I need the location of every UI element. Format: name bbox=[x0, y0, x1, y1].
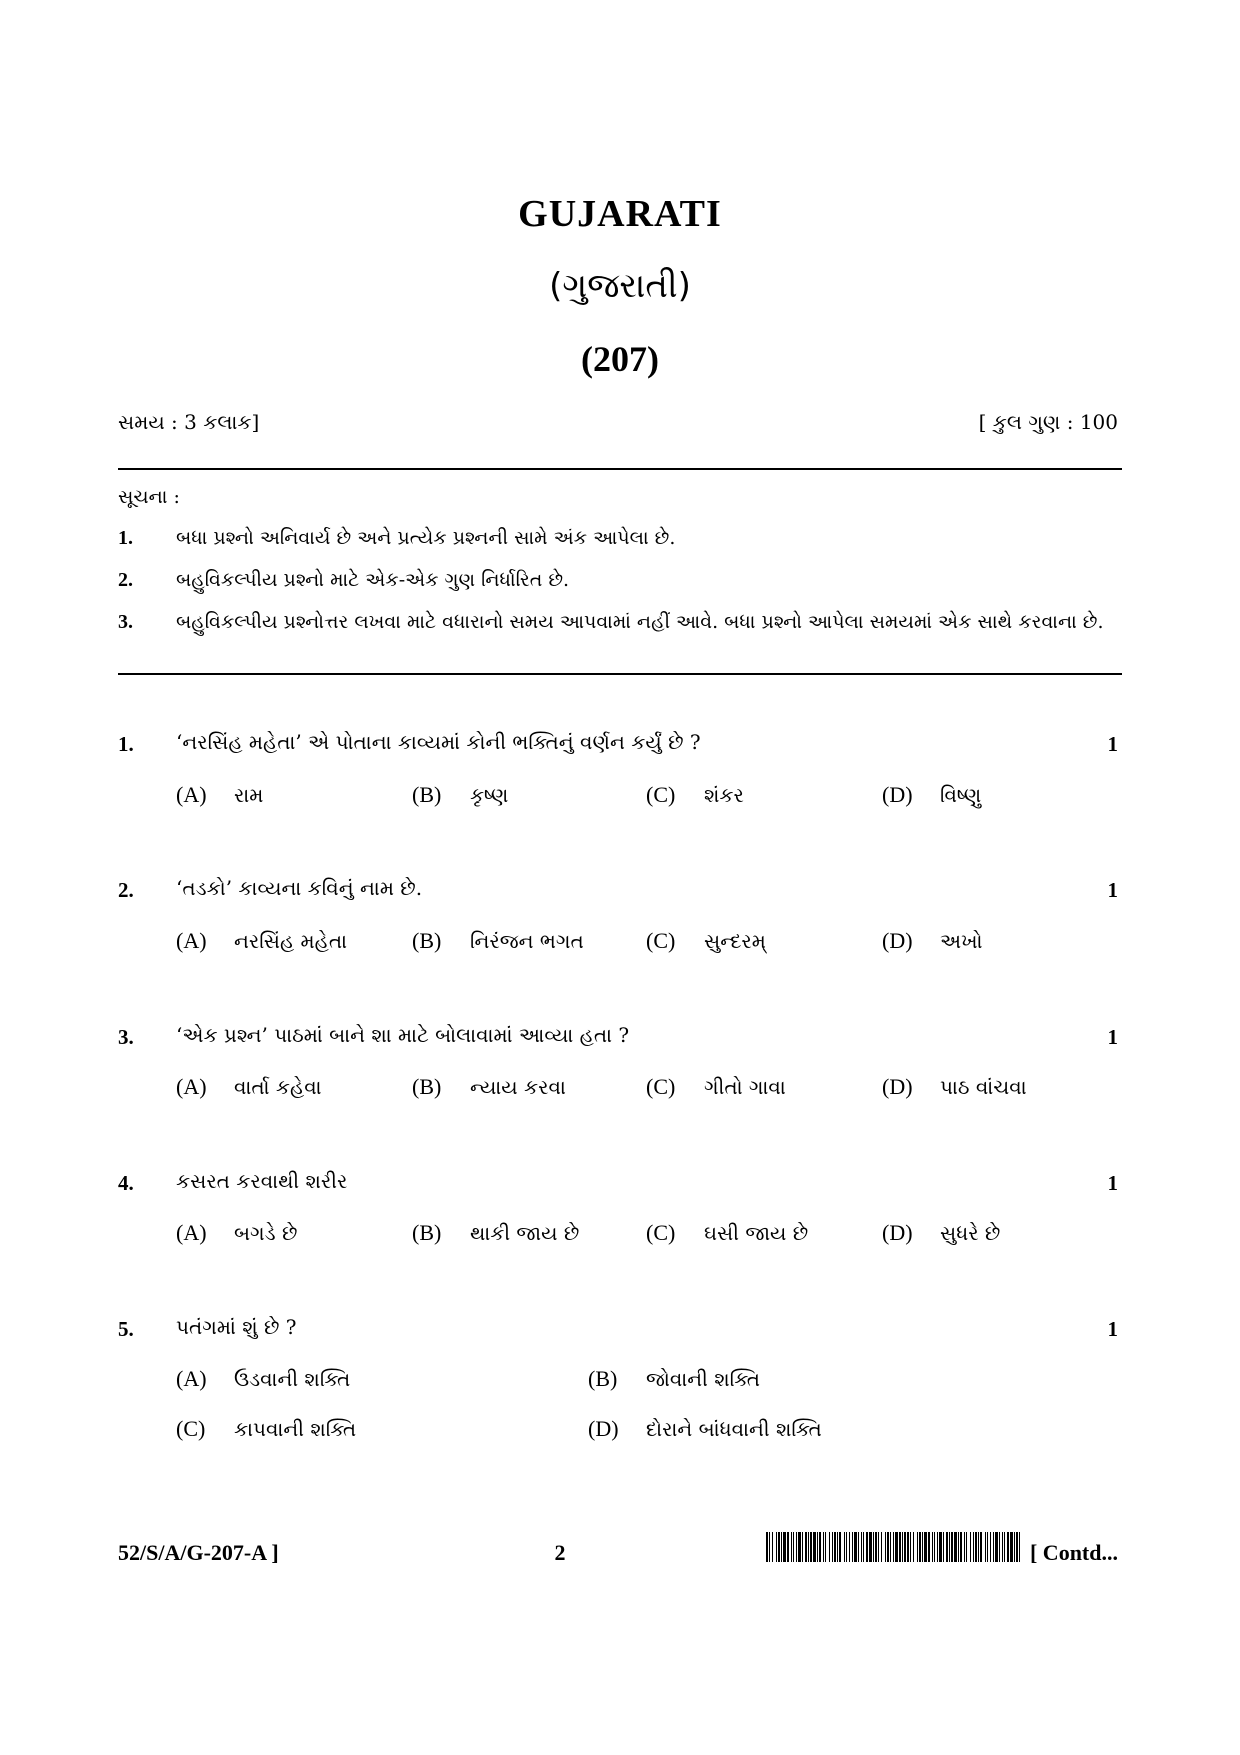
barcode-bar bbox=[946, 1532, 948, 1562]
paper-title: GUJARATI bbox=[518, 193, 722, 235]
option-d bbox=[882, 782, 981, 808]
option-letter: (B) bbox=[588, 1366, 618, 1391]
barcode-bar bbox=[1019, 1532, 1020, 1562]
question-number: 5. bbox=[118, 1317, 134, 1341]
barcode-bar bbox=[776, 1532, 777, 1562]
option-text: ગીતો ગાવા bbox=[704, 1075, 786, 1099]
option-letter: (C) bbox=[646, 782, 676, 807]
barcode-bar bbox=[796, 1532, 797, 1562]
barcode-bar bbox=[852, 1532, 853, 1562]
option-text: જોવાની શક્તિ bbox=[646, 1367, 761, 1391]
question-number: 2. bbox=[118, 878, 134, 902]
instruction-text: બહુવિકલ્પીય પ્રશ્નો માટે એક-એક ગુણ નિર્ધારિત છે. bbox=[176, 569, 570, 591]
option-letter: (D) bbox=[882, 782, 913, 807]
option-letter: (B) bbox=[412, 1074, 442, 1099]
barcode-bar bbox=[985, 1532, 986, 1562]
instructions-heading: સૂચના : bbox=[118, 486, 180, 508]
option-letter: (C) bbox=[646, 1220, 676, 1245]
question-marks: 1 bbox=[1107, 1025, 1118, 1049]
barcode-bar bbox=[846, 1532, 847, 1562]
barcode-bar bbox=[778, 1532, 780, 1562]
barcode-bar bbox=[939, 1532, 942, 1562]
barcode-bar bbox=[954, 1532, 957, 1562]
time-allowed: સમય : 3 કલાક] bbox=[118, 410, 260, 434]
option-text: સુન્દરમ્ bbox=[704, 929, 766, 953]
option-letter: (C) bbox=[646, 1074, 676, 1099]
barcode-bar bbox=[895, 1532, 898, 1562]
barcode-bar bbox=[1010, 1532, 1013, 1562]
barcode-bar bbox=[766, 1532, 768, 1562]
question-marks: 1 bbox=[1107, 1317, 1118, 1341]
barcode-bar bbox=[869, 1532, 872, 1562]
barcode-bar bbox=[932, 1532, 933, 1562]
instruction-text: બહુવિકલ્પીય પ્રશ્નોત્તર લખવા માટે વધારાનો સમય આપવામાં નહીં આવે. બધા પ્રશ્નો આપેલા સમયમાં એક સાથે કરવાના છે. bbox=[176, 611, 1104, 633]
option-text: નરસિંહ મહેતા bbox=[234, 929, 348, 953]
option-text: શંકર bbox=[704, 783, 744, 807]
option-c bbox=[646, 928, 766, 954]
option-text: ઉડવાની શક્તિ bbox=[234, 1367, 351, 1391]
option-text: સુધરે છે bbox=[940, 1221, 1001, 1245]
option-c bbox=[646, 1220, 808, 1246]
option-text: કાપવાની શક્તિ bbox=[234, 1417, 357, 1441]
barcode-bar bbox=[875, 1532, 877, 1562]
barcode-bar bbox=[913, 1532, 914, 1562]
instruction-number: 3. bbox=[118, 611, 133, 633]
barcode-bar bbox=[917, 1532, 918, 1562]
barcode-bar bbox=[858, 1532, 859, 1562]
barcode-bar bbox=[964, 1532, 965, 1562]
barcode-bar bbox=[902, 1532, 903, 1562]
option-text: બગડે છે bbox=[234, 1221, 298, 1245]
option-c bbox=[646, 1074, 786, 1100]
option-text: રામ bbox=[234, 783, 264, 807]
barcode-bar bbox=[787, 1532, 789, 1562]
option-letter: (B) bbox=[412, 928, 442, 953]
barcode-bar bbox=[839, 1532, 841, 1562]
option-b bbox=[412, 1074, 566, 1100]
instruction-number: 2. bbox=[118, 569, 133, 591]
barcode-bar bbox=[772, 1532, 773, 1562]
barcode-bar bbox=[907, 1532, 909, 1562]
option-letter: (D) bbox=[882, 1074, 913, 1099]
barcode-bar bbox=[1014, 1532, 1015, 1562]
barcode-bar bbox=[937, 1532, 938, 1562]
barcode-bar bbox=[829, 1532, 830, 1562]
barcode-bar bbox=[978, 1532, 979, 1562]
option-a bbox=[176, 1074, 322, 1100]
barcode-bar bbox=[832, 1532, 833, 1562]
question-number: 4. bbox=[118, 1171, 134, 1195]
barcode-bar bbox=[823, 1532, 824, 1562]
option-text: અખો bbox=[940, 929, 983, 953]
barcode-bar bbox=[873, 1532, 874, 1562]
barcode-bar bbox=[934, 1532, 935, 1562]
barcode-bar bbox=[878, 1532, 879, 1562]
option-letter: (B) bbox=[412, 782, 442, 807]
barcode-bar bbox=[919, 1532, 921, 1562]
barcode-bar bbox=[885, 1532, 886, 1562]
question-number: 3. bbox=[118, 1025, 134, 1049]
question-marks: 1 bbox=[1107, 878, 1118, 902]
barcode-bar bbox=[817, 1532, 818, 1562]
barcode-bar bbox=[813, 1532, 816, 1562]
barcode-bar bbox=[783, 1532, 786, 1562]
barcode-bar bbox=[819, 1532, 821, 1562]
option-letter: (D) bbox=[882, 928, 913, 953]
barcode-bar bbox=[849, 1532, 850, 1562]
barcode-bar bbox=[993, 1532, 994, 1562]
barcode-bar bbox=[960, 1532, 962, 1562]
barcode-bar bbox=[890, 1532, 891, 1562]
question-marks: 1 bbox=[1107, 1171, 1118, 1195]
barcode-bar bbox=[781, 1532, 782, 1562]
option-letter: (B) bbox=[412, 1220, 442, 1245]
barcode-bar bbox=[791, 1532, 792, 1562]
barcode-bar bbox=[769, 1532, 770, 1562]
barcode-bar bbox=[893, 1532, 894, 1562]
barcode-bar bbox=[866, 1532, 868, 1562]
option-b bbox=[412, 782, 508, 808]
option-a bbox=[176, 1220, 297, 1246]
option-c bbox=[646, 782, 744, 808]
barcode-bar bbox=[887, 1532, 889, 1562]
barcode-bar bbox=[904, 1532, 906, 1562]
barcode-bar bbox=[844, 1532, 845, 1562]
barcode-bar bbox=[966, 1532, 967, 1562]
divider-top bbox=[118, 468, 1122, 470]
barcode-bar bbox=[975, 1532, 977, 1562]
option-d bbox=[882, 1074, 1027, 1100]
option-text: કૃષ્ણ bbox=[470, 783, 509, 807]
barcode-bar bbox=[1002, 1532, 1003, 1562]
barcode-bar bbox=[928, 1532, 930, 1562]
question-text: પતંગમાં શું છે ? bbox=[176, 1315, 297, 1339]
barcode-bar bbox=[949, 1532, 950, 1562]
barcode-bar bbox=[1004, 1532, 1005, 1562]
barcode-bar bbox=[910, 1532, 911, 1562]
option-letter: (A) bbox=[176, 1220, 207, 1245]
option-d bbox=[882, 1220, 1000, 1246]
barcode-bar bbox=[951, 1532, 953, 1562]
option-a bbox=[176, 1366, 350, 1392]
barcode-bar bbox=[924, 1532, 927, 1562]
barcode-bar bbox=[837, 1532, 838, 1562]
instruction-text: બધા પ્રશ્નો અનિવાર્ય છે અને પ્રત્યેક પ્રશ્નની સામે અંક આપેલા છે. bbox=[176, 527, 676, 549]
option-b bbox=[412, 1220, 579, 1246]
option-letter: (A) bbox=[176, 1074, 207, 1099]
paper-code: 52/S/A/G-207-A ] bbox=[118, 1540, 279, 1565]
question-text: ‘નરસિંહ મહેતા’ એ પોતાના કાવ્યમાં કોની ભક્તિનું વર્ણન કર્યું છે ? bbox=[176, 730, 701, 754]
option-letter: (D) bbox=[588, 1416, 619, 1441]
option-d bbox=[588, 1416, 822, 1442]
option-b bbox=[412, 928, 584, 954]
barcode-bar bbox=[980, 1532, 982, 1562]
barcode-bar bbox=[810, 1532, 812, 1562]
question-marks: 1 bbox=[1107, 732, 1118, 756]
barcode-bar bbox=[825, 1532, 826, 1562]
total-marks: [ કુલ ગુણ : 100 bbox=[978, 410, 1118, 434]
option-text: વાર્તા કહેવા bbox=[234, 1075, 322, 1099]
barcode-bar bbox=[861, 1532, 862, 1562]
divider-bottom bbox=[118, 673, 1122, 675]
option-text: ન્યાય કરવા bbox=[470, 1075, 566, 1099]
barcode-bar bbox=[970, 1532, 971, 1562]
barcode-bar bbox=[793, 1532, 794, 1562]
instruction-number: 1. bbox=[118, 527, 133, 549]
option-a bbox=[176, 782, 263, 808]
option-letter: (C) bbox=[646, 928, 676, 953]
option-letter: (A) bbox=[176, 1366, 207, 1391]
option-c bbox=[176, 1416, 356, 1442]
option-letter: (D) bbox=[882, 1220, 913, 1245]
page-number: 2 bbox=[554, 1540, 566, 1565]
barcode-bar bbox=[805, 1532, 807, 1562]
barcode-bar bbox=[922, 1532, 923, 1562]
barcode bbox=[766, 1532, 1022, 1562]
barcode-bar bbox=[881, 1532, 882, 1562]
barcode-bar bbox=[798, 1532, 801, 1562]
paper-subtitle: (ગુજરાતી) bbox=[549, 266, 691, 306]
barcode-bar bbox=[999, 1532, 1000, 1562]
question-number: 1. bbox=[118, 732, 134, 756]
option-text: દોરાને બાંધવાની શક્તિ bbox=[646, 1417, 822, 1441]
option-text: વિષ્ણુ bbox=[940, 783, 982, 807]
option-text: ઘસી જાય છે bbox=[704, 1221, 809, 1245]
barcode-bar bbox=[863, 1532, 864, 1562]
option-d bbox=[882, 928, 983, 954]
option-a bbox=[176, 928, 347, 954]
subject-code: (207) bbox=[581, 339, 659, 379]
barcode-bar bbox=[802, 1532, 803, 1562]
barcode-bar bbox=[1016, 1532, 1018, 1562]
barcode-bar bbox=[1007, 1532, 1009, 1562]
option-letter: (A) bbox=[176, 782, 207, 807]
barcode-bar bbox=[987, 1532, 988, 1562]
barcode-bar bbox=[808, 1532, 809, 1562]
question-text: ‘તડકો’ કાવ્યના કવિનું નામ છે. bbox=[176, 876, 423, 900]
barcode-bar bbox=[899, 1532, 901, 1562]
question-text: કસરત કરવાથી શરીર bbox=[176, 1169, 348, 1193]
option-b bbox=[588, 1366, 760, 1392]
option-letter: (C) bbox=[176, 1416, 206, 1441]
option-letter: (A) bbox=[176, 928, 207, 953]
option-text: થાકી જાય છે bbox=[470, 1221, 580, 1245]
barcode-bar bbox=[834, 1532, 836, 1562]
barcode-bar bbox=[958, 1532, 959, 1562]
option-text: પાઠ વાંચવા bbox=[940, 1075, 1027, 1099]
option-text: નિરંજન ભગત bbox=[470, 929, 584, 953]
barcode-bar bbox=[854, 1532, 857, 1562]
barcode-bar bbox=[990, 1532, 991, 1562]
barcode-bar bbox=[995, 1532, 998, 1562]
question-text: ‘એક પ્રશ્ન’ પાઠમાં બાને શા માટે બોલાવામાં આવ્યા હતા ? bbox=[176, 1023, 630, 1047]
barcode-bar bbox=[943, 1532, 944, 1562]
continued-label: [ Contd... bbox=[1029, 1540, 1118, 1565]
barcode-bar bbox=[973, 1532, 974, 1562]
